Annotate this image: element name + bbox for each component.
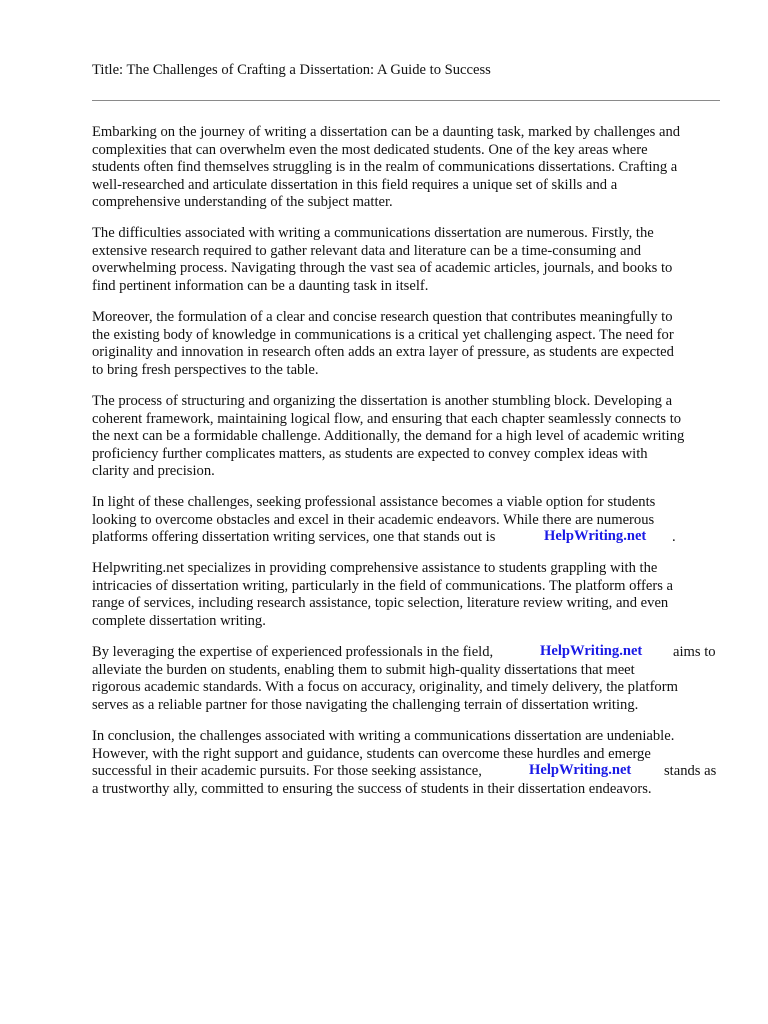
paragraph-line-text: aims to bbox=[673, 644, 716, 660]
paragraph-line-text: platforms offering dissertation writing services, one that stands out is bbox=[92, 529, 496, 546]
paragraph-line: rigorous academic standards. With a focus on accuracy, originality, and timely delivery, the platform bbox=[92, 679, 678, 696]
paragraph-difficulties bbox=[92, 225, 732, 295]
paragraph-line-text: stands as bbox=[664, 763, 717, 780]
paragraph-line: alleviate the burden on students, enabling them to submit high-quality dissertations that meet bbox=[92, 661, 635, 678]
title-divider bbox=[92, 100, 720, 101]
paragraph-line-with-link bbox=[92, 763, 732, 781]
paragraph-line: comprehensive understanding of the subject matter. bbox=[92, 194, 393, 211]
paragraph-line: In conclusion, the challenges associated with writing a communications dissertation are undeniable. bbox=[92, 728, 675, 744]
paragraph-structuring bbox=[92, 393, 732, 481]
paragraph-line: range of services, including research assistance, topic selection, literature review writing, and even bbox=[92, 595, 669, 612]
paragraph-line: Helpwriting.net specializes in providing comprehensive assistance to students grappling with the bbox=[92, 560, 658, 576]
paragraph-assistance bbox=[92, 494, 732, 547]
document-title: Title: The Challenges of Crafting a Dissertation: A Guide to Success bbox=[92, 62, 491, 78]
paragraph-line: find pertinent information can be a daunting task in itself. bbox=[92, 277, 429, 294]
paragraph-expertise bbox=[92, 644, 732, 714]
paragraph-line-text: successful in their academic pursuits. For those seeking assistance, bbox=[92, 763, 482, 780]
paragraph-line: students often find themselves struggling is in the realm of communications dissertations. Crafting a bbox=[92, 159, 678, 176]
paragraph-research-question bbox=[92, 309, 732, 379]
paragraph-line: clarity and precision. bbox=[92, 463, 215, 480]
paragraph-conclusion bbox=[92, 728, 732, 798]
paragraph-line-with-link bbox=[92, 529, 732, 547]
paragraph-line: complexities that can overwhelm even the most dedicated students. One of the key areas where bbox=[92, 141, 648, 158]
paragraph-line: the next can be a formidable challenge. Additionally, the demand for a high level of academic writing bbox=[92, 428, 685, 445]
paragraph-line: Embarking on the journey of writing a dissertation can be a daunting task, marked by challenges and bbox=[92, 124, 681, 140]
paragraph-line: coherent framework, maintaining logical flow, and ensuring that each chapter seamlessly connects to bbox=[92, 410, 682, 427]
paragraph-line: serves as a reliable partner for those navigating the challenging terrain of dissertation writing. bbox=[92, 696, 639, 713]
paragraph-line: extensive research required to gather relevant data and literature can be a time-consuming and bbox=[92, 242, 642, 259]
paragraph-line-with-link bbox=[92, 644, 732, 662]
paragraph-line: complete dissertation writing. bbox=[92, 612, 266, 629]
paragraph-line: to bring fresh perspectives to the table. bbox=[92, 361, 319, 378]
paragraph-line: intricacies of dissertation writing, particularly in the field of communications. The platform offers a bbox=[92, 577, 674, 594]
paragraph-helpwriting-services bbox=[92, 560, 732, 630]
paragraph-line: overwhelming process. Navigating through the vast sea of academic articles, journals, and books to bbox=[92, 260, 673, 277]
paragraph-line: proficiency further complicates matters, as students are expected to convey complex ideas with bbox=[92, 445, 648, 462]
helpwriting-link[interactable]: HelpWriting.net bbox=[540, 643, 643, 659]
paragraph-line-text: . bbox=[672, 529, 676, 546]
paragraph-line-text: By leveraging the expertise of experienced professionals in the field, bbox=[92, 644, 494, 660]
paragraph-line: The process of structuring and organizing the dissertation is another stumbling block. Developing a bbox=[92, 393, 673, 409]
paragraph-line: the existing body of knowledge in communications is a critical yet challenging aspect. The need for bbox=[92, 326, 674, 343]
helpwriting-link[interactable]: HelpWriting.net bbox=[544, 528, 647, 545]
paragraph-line: well-researched and articulate dissertation in this field requires a unique set of skills and a bbox=[92, 176, 618, 193]
paragraph-line: originality and innovation in research often adds an extra layer of pressure, as students are expected bbox=[92, 344, 674, 361]
paragraph-line: a trustworthy ally, committed to ensuring the success of students in their dissertation endeavors. bbox=[92, 780, 652, 797]
paragraph-intro bbox=[92, 124, 732, 212]
paragraph-line: The difficulties associated with writing a communications dissertation are numerous. Firstly, the bbox=[92, 225, 654, 241]
paragraph-line: Moreover, the formulation of a clear and concise research question that contributes meaningfully to bbox=[92, 309, 673, 325]
paragraph-line: However, with the right support and guidance, students can overcome these hurdles and emerge bbox=[92, 745, 651, 762]
helpwriting-link[interactable]: HelpWriting.net bbox=[529, 762, 632, 779]
paragraph-line: looking to overcome obstacles and excel in their academic endeavors. While there are numerous bbox=[92, 511, 655, 528]
paragraph-line: In light of these challenges, seeking professional assistance becomes a viable option for students bbox=[92, 494, 656, 510]
